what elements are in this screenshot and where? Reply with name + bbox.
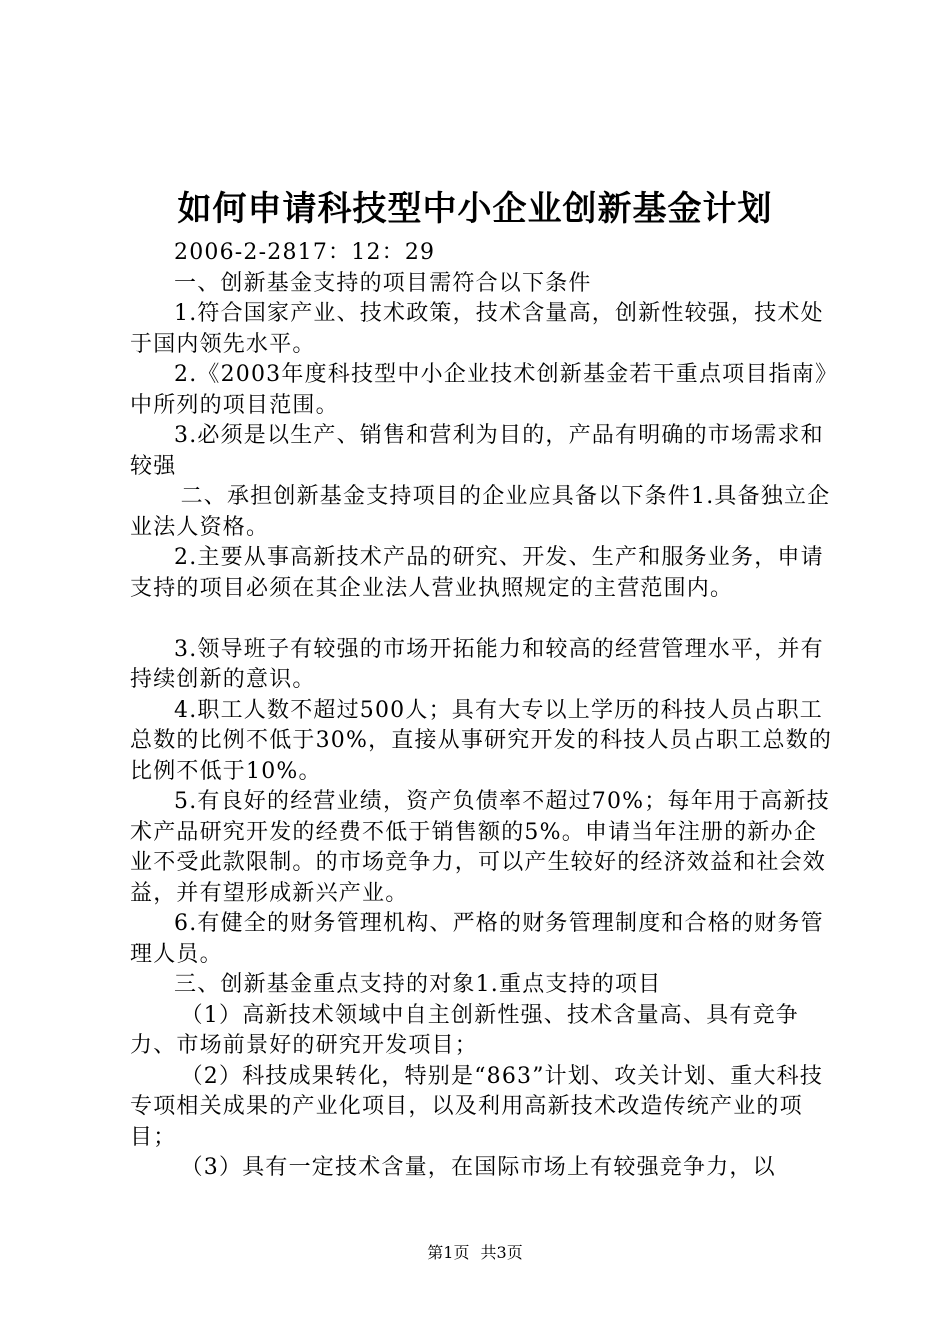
blank-line: [130, 604, 835, 635]
paragraph: 2.《2003年度科技型中小企业技术创新基金若干重点项目指南》中所列的项目范围。: [130, 362, 828, 418]
section-heading: 一、创新基金支持的项目需符合以下条件: [174, 270, 592, 296]
list-item: （2）科技成果转化，特别是“863”计划、攻关计划、重大科技专项相关成果的产业化项目，以及利用高新技术改造传统产业的项目；: [130, 1063, 824, 1150]
list-item: （1）高新技术领域中自主创新性强、技术含量高、具有竞争力、市场前景好的研究开发项目；: [130, 1002, 799, 1058]
paragraph: 6.有健全的财务管理机构、严格的财务管理制度和合格的财务管理人员。: [130, 911, 824, 967]
section-heading: 二、承担创新基金支持项目的企业应具备以下条件1.具备独立企业法人资格。: [130, 484, 831, 540]
paragraph: 1.符合国家产业、技术政策，技术含量高，创新性较强，技术处于国内领先水平。: [130, 301, 824, 357]
paragraph: 4.职工人数不超过500人；具有大专以上学历的科技人员占职工总数的比例不低于30%，直接从事研究开发的科技人员占职工总数的比例不低于10%。: [130, 697, 833, 784]
section-heading: 三、创新基金重点支持的对象1.重点支持的项目: [174, 972, 662, 997]
date-line: 2006-2-2817：12：29: [174, 240, 436, 265]
paragraph: 3.领导班子有较强的市场开拓能力和较高的经营管理水平，并有持续创新的意识。: [130, 636, 824, 692]
page-number: 第1页 共3页: [427, 1243, 523, 1262]
document-title: 如何申请科技型中小企业创新基金计划: [177, 189, 773, 229]
paragraph: 5.有良好的经营业绩，资产负债率不超过70%；每年用于高新技术产品研究开发的经费不低于销售额的5%。申请当年注册的新办企业不受此款限制。的市场竞争力，可以产生较好的经济效益和社会效益，并有望形成新兴产业。: [130, 789, 830, 906]
list-item: （3）具有一定技术含量，在国际市场上有较强竞争力，以: [180, 1155, 776, 1180]
paragraph: 2.主要从事高新技术产品的研究、开发、生产和服务业务，申请支持的项目必须在其企业法人营业执照规定的主营范围内。: [130, 545, 824, 601]
paragraph: 3.必须是以生产、销售和营利为目的，产品有明确的市场需求和较强: [130, 423, 824, 479]
document-body: [130, 238, 835, 1184]
